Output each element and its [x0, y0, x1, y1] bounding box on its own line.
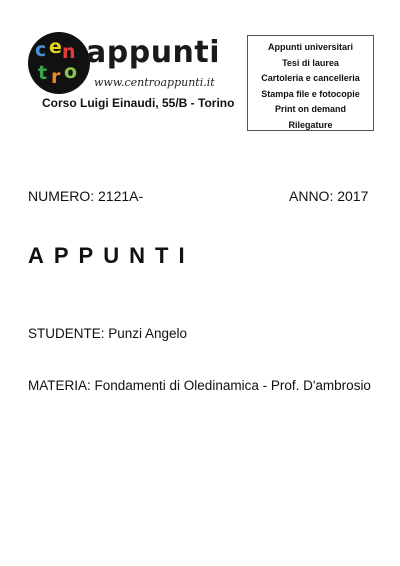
logo-circle: [28, 32, 90, 94]
logo-letter-c: c: [35, 39, 47, 61]
logo-wordmark: appunti: [86, 35, 221, 70]
service-item: Tesi di laurea: [282, 57, 339, 68]
service-item: Rilegature: [288, 119, 333, 130]
student-name: STUDENTE: Punzi Angelo: [28, 326, 188, 341]
service-item: Stampa file e fotocopie: [261, 88, 360, 99]
logo-letter-o: o: [64, 61, 78, 83]
shop-address: Corso Luigi Einaudi, 55/B - Torino: [42, 96, 235, 110]
logo-letter-e: e: [49, 36, 62, 58]
service-item: Print on demand: [274, 104, 346, 114]
logo-letter-t: t: [38, 62, 48, 84]
document-year: ANNO: 2017: [289, 188, 369, 204]
document-title: APPUNTI: [28, 243, 195, 268]
document-number: NUMERO: 2121A-: [28, 188, 144, 204]
course-subject: MATERIA: Fondamenti di Oledinamica - Prof. D'ambrosio: [28, 378, 371, 393]
services-box: [247, 35, 374, 131]
logo-url: www.centroappunti.it: [94, 76, 215, 89]
logo-letter-r: r: [51, 66, 61, 88]
service-item: Appunti universitari: [267, 42, 353, 52]
service-item: Cartoleria e cancelleria: [261, 73, 360, 83]
logo-letter-n: n: [62, 41, 76, 63]
